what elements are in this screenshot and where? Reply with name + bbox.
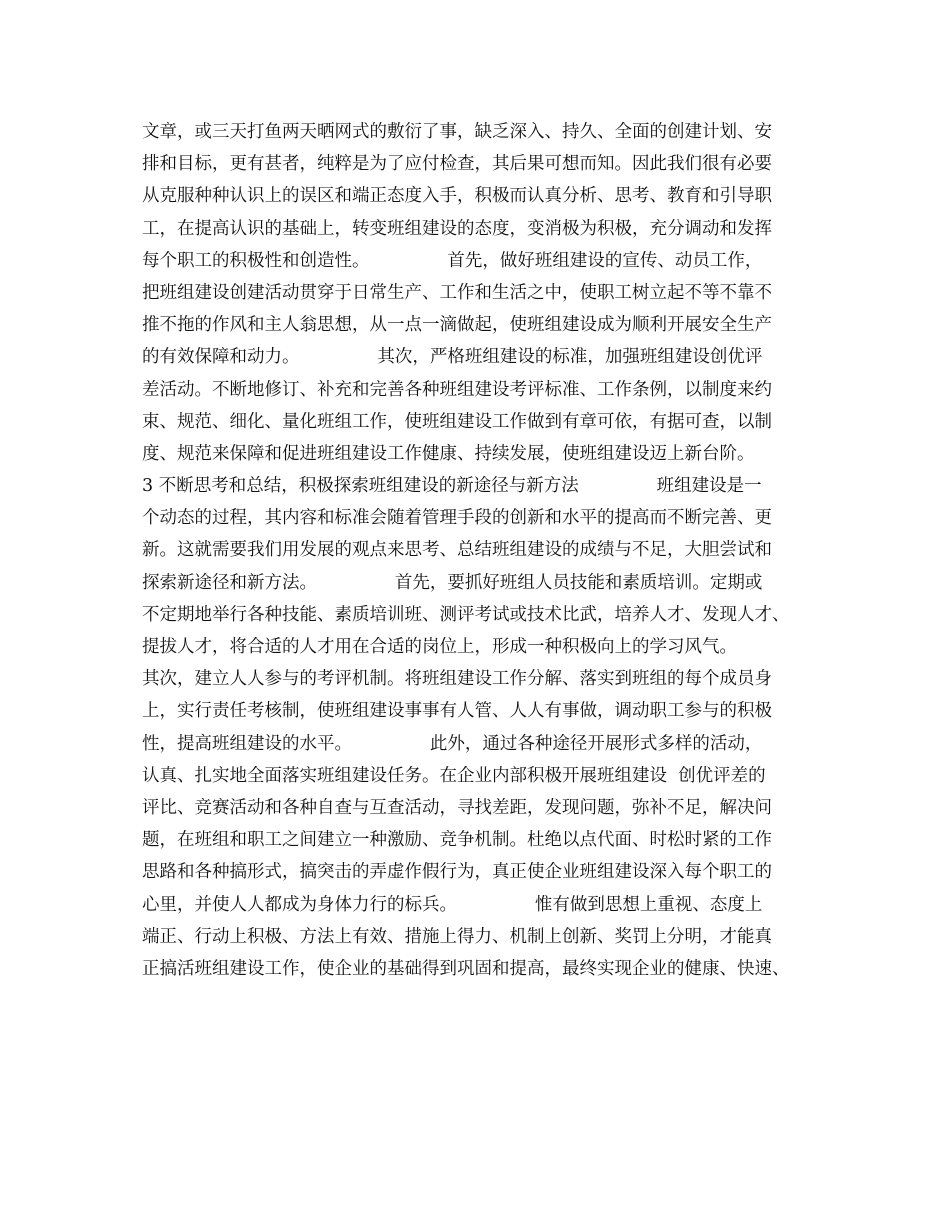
text-line: 度、规范来保障和促进班组建设工作健康、持续发展，使班组建设迈上新台阶。 <box>142 443 755 464</box>
text-line: 心里，并使人人都成为身体力行的标兵。 惟有做到思想上重视、态度上 <box>142 894 763 915</box>
text-line: 提拔人才，将合适的人才用在合适的岗位上，形成一种积极向上的学习风气。 <box>142 637 737 657</box>
text-line: 新。这就需要我们用发展的观点来思考、总结班组建设的成绩与不足，大胆尝试和 <box>142 540 772 561</box>
text-line: 束、规范、细化、量化班组工作，使班组建设工作做到有章可依，有据可查，以制 <box>142 411 772 432</box>
text-line: 排和目标，更有甚者，纯粹是为了应付检查，其后果可想而知。因此我们很有必要 <box>142 154 772 175</box>
text-line: 差活动。不断地修订、补充和完善各种班组建设考评标准、工作条例，以制度来约 <box>142 379 772 400</box>
text-line: 上，实行责任考核制，使班组建设事事有人管、人人有事做，调动职工参与的积极 <box>142 701 772 722</box>
text-line: 推不拖的作风和主人翁思想，从一点一滴做起，使班组建设成为顺利开展安全生产 <box>142 315 772 336</box>
text-line: 正搞活班组建设工作，使企业的基础得到巩固和提高，最终实现企业的健康、快速、 <box>142 958 790 979</box>
text-line: 思路和各种搞形式，搞突击的弄虚作假行为，真正使企业班组建设深入每个职工的 <box>142 862 772 883</box>
text-line: 认真、扎实地全面落实班组建设任务。在企业内部积极开展班组建设 创优评差的 <box>142 765 766 786</box>
text-line: 端正、行动上积极、方法上有效、措施上得力、机制上创新、奖罚上分明，才能真 <box>142 926 772 947</box>
text-line: 探索新途径和新方法。 首先，要抓好班组人员技能和素质培训。定期或 <box>142 572 763 593</box>
text-line: 工，在提高认识的基础上，转变班组建设的态度，变消极为积极，充分调动和发挥 <box>142 218 772 239</box>
text-line: 不定期地举行各种技能、素质培训班、测评考试或技术比武，培养人才、发现人才、 <box>142 604 790 625</box>
text-line: 文章，或三天打鱼两天晒网式的敷衍了事，缺乏深入、持久、全面的创建计划、安 <box>142 122 772 142</box>
text-line: 性，提高班组建设的水平。 此外，通过各种途径开展形式多样的活动， <box>142 733 763 754</box>
text-line: 题，在班组和职工之间建立一种激励、竞争机制。杜绝以点代面、时松时紧的工作 <box>142 830 772 851</box>
text-line: 3 不断思考和总结，积极探索班组建设的新途径与新方法 班组建设是一 <box>142 476 762 497</box>
text-line: 个动态的过程，其内容和标准会随着管理手段的创新和水平的提高而不断完善、更 <box>142 508 772 529</box>
text-line: 的有效保障和动力。 其次，严格班组建设的标准，加强班组建设创优评 <box>142 347 763 368</box>
text-line: 其次，建立人人参与的考评机制。将班组建设工作分解、落实到班组的每个成员身 <box>142 669 772 690</box>
body-text <box>142 116 832 985</box>
text-line: 每个职工的积极性和创造性。 首先，做好班组建设的宣传、动员工作， <box>142 250 763 271</box>
text-line: 把班组建设创建活动贯穿于日常生产、工作和生活之中，使职工树立起不等不靠不 <box>142 282 772 303</box>
text-line: 评比、竞赛活动和各种自查与互查活动，寻找差距，发现问题，弥补不足，解决问 <box>142 797 772 818</box>
text-line: 从克服种种认识上的误区和端正态度入手，积极而认真分析、思考、教育和引导职 <box>142 186 772 207</box>
